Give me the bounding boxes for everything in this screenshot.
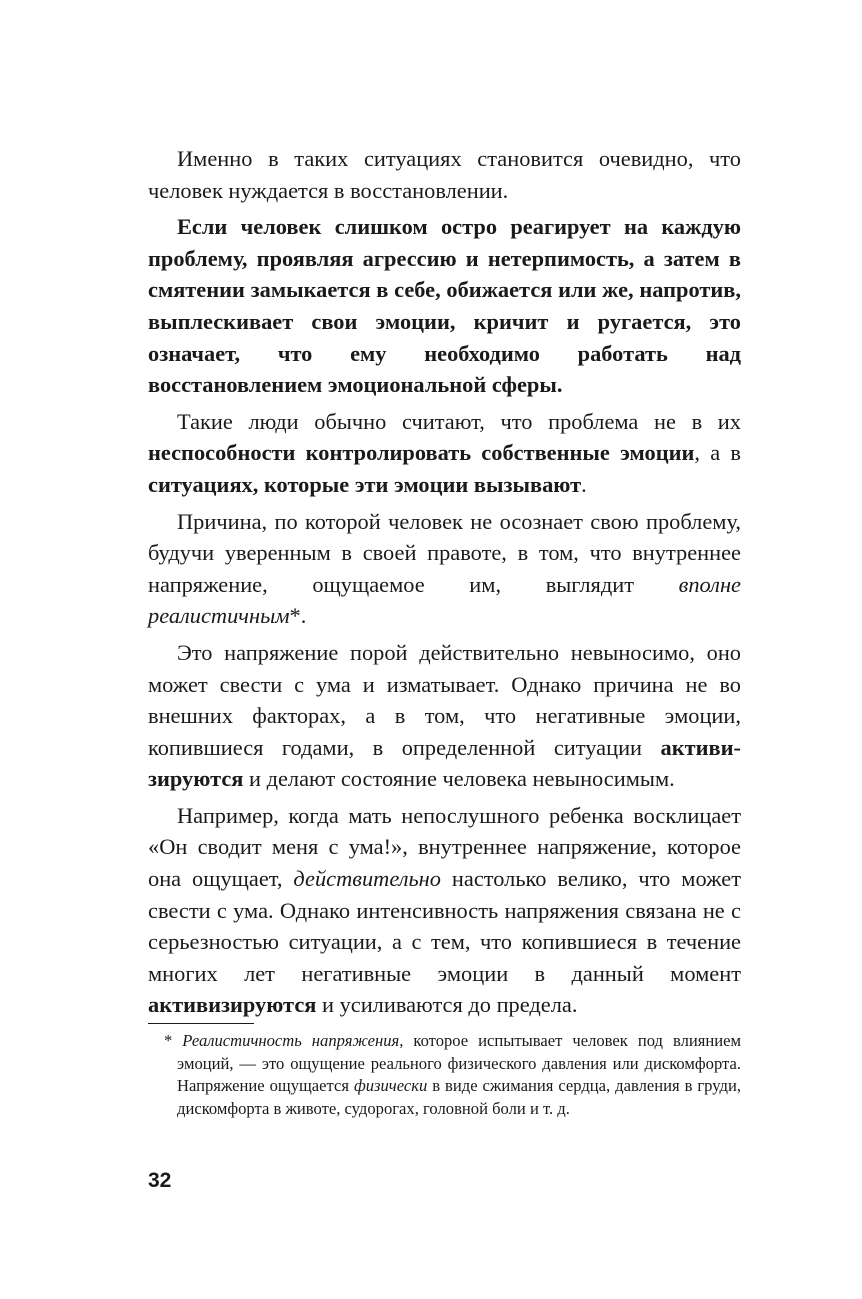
text-run: Причина, по которой человек не осознает свою проблему, будучи уверенным в своей правоте, в том, что внутреннее напряжение, ощущаемое им, выглядит bbox=[148, 508, 741, 597]
bold-text: ситуациях, которые эти эмоции вызывают bbox=[148, 471, 582, 497]
italic-text: Реалистичность напряжения, bbox=[182, 1031, 404, 1050]
bold-text: активизируются bbox=[148, 734, 741, 792]
paragraph bbox=[148, 637, 741, 795]
text-run: которое испытывает человек под влиянием эмоций, — это ощущение реального физического давления или дискомфорта. Напряжение ощущается bbox=[177, 1031, 741, 1096]
text-run: настолько велико, что может свести с ума. Однако интенсивность напряжения связана не с серьезностью ситуации, а с тем, что копившиеся в течение многих лет негативные эмоции в данный момент bbox=[148, 866, 741, 986]
footnote-text bbox=[148, 1030, 741, 1120]
paragraph bbox=[148, 143, 741, 206]
footnote bbox=[148, 1030, 741, 1120]
text-run: *. bbox=[289, 603, 307, 629]
main-text bbox=[148, 143, 741, 1026]
italic-text: физически bbox=[353, 1076, 428, 1096]
paragraph bbox=[148, 800, 741, 1021]
text-run: Например, когда мать непослушного ребенка восклицает «Он сводит меня с ума!», внутреннее напряжение, которое она ощущает, bbox=[148, 802, 741, 892]
page-number: 32 bbox=[148, 1169, 172, 1192]
text-run: Это напряжение порой действительно невыносимо, оно может свести с ума и изматывает. Однако причина не во внешних факторах, а в том, что негативные эмоции, копившиеся годами, в определенной ситуации bbox=[148, 639, 741, 760]
text-run: Именно в таких ситуациях становится очевидно, что человек нуждается в восстановлении. bbox=[148, 146, 741, 203]
paragraph bbox=[148, 406, 741, 501]
paragraph bbox=[148, 506, 741, 632]
italic-text: вполне реалистичным bbox=[148, 571, 741, 629]
bold-text: Если человек слишком остро реагирует на каждую проблему, проявляя агрессию и нетерпимость, а затем в смятении замыкается в себе, обижается или же, напротив, выплескивает свои эмоции, кричит и ругается, это означает, что ему необходимо работать над восстановлением эмоциональной сферы. bbox=[148, 214, 741, 398]
text-run: и делают состояние человека невыносимым. bbox=[243, 766, 675, 792]
text-run: . bbox=[581, 471, 587, 497]
text-run: * bbox=[164, 1031, 183, 1050]
italic-text: действительно bbox=[293, 866, 441, 892]
bold-text: активизируются bbox=[148, 992, 317, 1018]
footnote-divider bbox=[148, 1023, 254, 1024]
text-run: Такие люди обычно считают, что проблема не в их bbox=[177, 408, 741, 434]
text-run: и усиливаются до предела. bbox=[316, 992, 578, 1018]
text-run: , а в bbox=[694, 440, 741, 466]
text-run: в виде сжимания сердца, давления в груди, дискомфорта в животе, судорогах, головной боли и т. д. bbox=[177, 1076, 741, 1118]
bold-text: неспособности контролировать собственные эмоции bbox=[148, 440, 695, 466]
paragraph bbox=[148, 211, 741, 401]
